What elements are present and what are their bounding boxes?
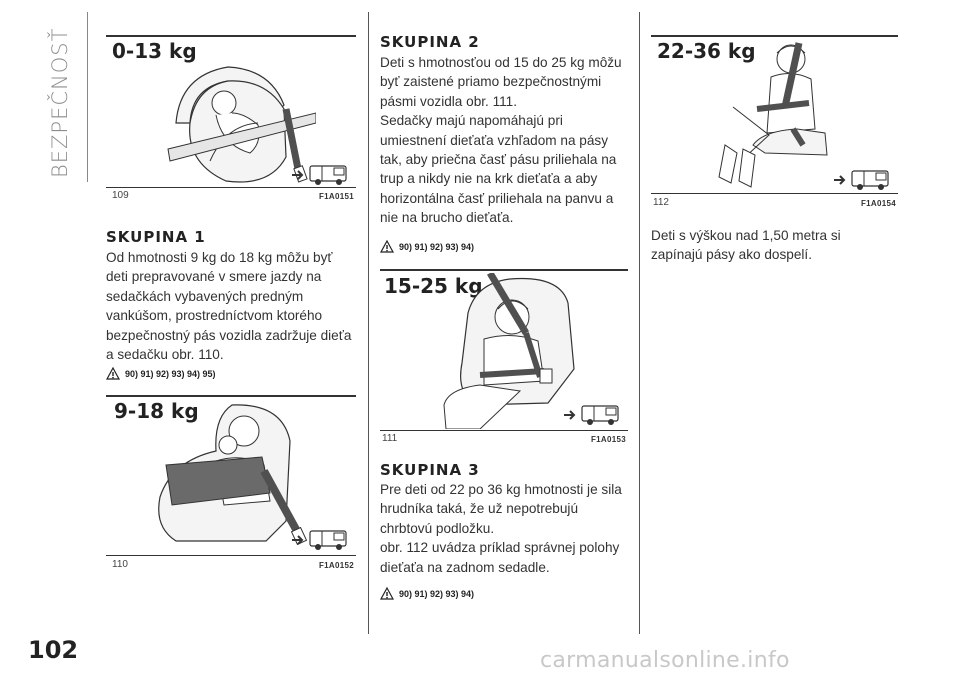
figure-label: 0-13 kg <box>112 39 197 63</box>
figure-number: 112 <box>653 197 669 208</box>
warning-references: 90) 91) 92) 93) 94) <box>399 588 475 599</box>
group3-paragraph-2: obr. 112 uvádza príklad správnej polohy dieťaťa na zadnom sedadle. <box>380 540 620 575</box>
group2-paragraph-2: Sedačky majú napomáhajú pri umiestnení dieťaťa vzhľadom na pásy tak, aby priečna časť pásu priliehala na trup a nikdy nie na krk dieťaťa a aby horizontálna časť priliehala na panvu a nie na brucho dieťaťa. <box>380 113 617 226</box>
figure-110 <box>106 395 356 573</box>
figure-bottom-rule <box>380 430 628 431</box>
figure-code: F1A0152 <box>318 561 354 570</box>
booster-cushion-illustration <box>713 37 833 191</box>
figure-bottom-rule <box>106 187 356 188</box>
group2-text <box>380 53 632 228</box>
van-icon <box>288 163 352 187</box>
group3-heading: SKUPINA 3 <box>380 461 480 479</box>
figure-label: 22-36 kg <box>657 39 756 63</box>
figure-code: F1A0153 <box>590 435 626 444</box>
warning-icon <box>380 587 394 600</box>
figure-top-rule <box>106 35 356 37</box>
group3-warnings <box>380 587 474 600</box>
figure-111 <box>380 269 628 449</box>
figure-code: F1A0154 <box>860 199 896 208</box>
figure-label: 15-25 kg <box>384 274 483 298</box>
warning-references: 90) 91) 92) 93) 94) <box>399 241 475 252</box>
figure-top-rule <box>380 269 628 271</box>
watermark: carmanualsonline.info <box>540 648 790 673</box>
adults-paragraph: Deti s výškou nad 1,50 metra si zapínajú pásy ako dospelí. <box>651 228 841 263</box>
group3-paragraph-1: Pre deti od 22 po 36 kg hmotnosti je sila hrudníka taká, že už nepotrebujú chrbtovú podložku. <box>380 482 622 536</box>
van-icon <box>830 168 894 192</box>
figure-bottom-rule <box>106 555 356 556</box>
group3-text <box>380 480 632 577</box>
van-icon <box>560 403 624 427</box>
figure-number: 111 <box>382 433 398 444</box>
column-divider <box>368 12 369 634</box>
group2-paragraph-1: Deti s hmotnosťou od 15 do 25 kg môžu byť zaistené priamo bezpečnostnými pásmi vozidla obr. 111. <box>380 55 622 109</box>
group2-heading: SKUPINA 2 <box>380 33 480 51</box>
warning-references: 90) 91) 92) 93) 94) 95) <box>125 368 216 379</box>
adults-text <box>651 226 881 265</box>
figure-label: 9-18 kg <box>114 399 199 423</box>
warning-icon <box>106 367 120 380</box>
figure-top-rule <box>106 395 356 397</box>
figure-code: F1A0151 <box>318 192 354 201</box>
figure-number: 110 <box>112 559 128 570</box>
figure-number: 109 <box>112 190 129 201</box>
page-number: 102 <box>28 636 79 664</box>
group1-heading: SKUPINA 1 <box>106 228 206 246</box>
group1-text <box>106 248 358 364</box>
column-divider <box>639 12 640 634</box>
figure-bottom-rule <box>651 193 898 194</box>
figure-112 <box>651 35 898 213</box>
van-icon <box>288 528 352 552</box>
group2-warnings <box>380 240 474 253</box>
group1-paragraph: Od hmotnosti 9 kg do 18 kg môžu byť deti prepravované v smere jazdy na sedačkách vybavených predným vankúšom, prostredníctvom ktorého bezpečnostný pás vozidla zadržuje dieťa a sedačku obr. 110. <box>106 250 352 363</box>
figure-109 <box>106 35 356 203</box>
side-divider <box>87 12 88 182</box>
group1-warnings <box>106 367 216 380</box>
warning-icon <box>380 240 394 253</box>
section-title: BEZPEČNOSŤ <box>48 27 72 178</box>
